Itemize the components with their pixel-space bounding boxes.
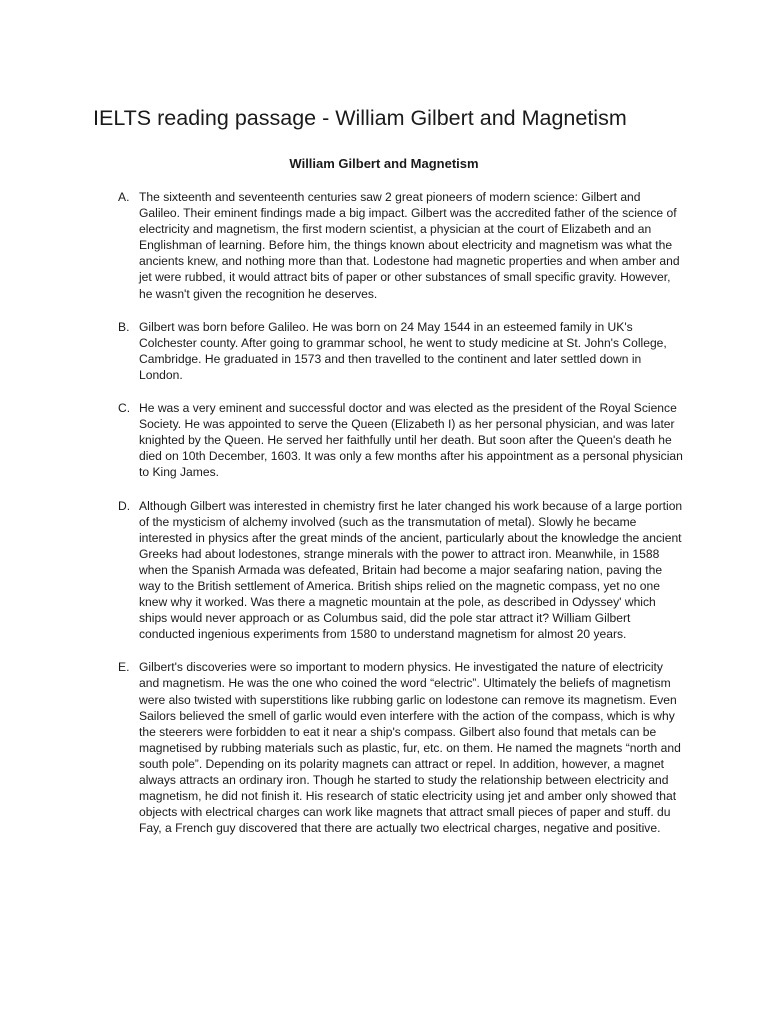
section-paragraph: He was a very eminent and successful doctor and was elected as the president of the Royal Science Society. He was appointed to serve the Queen (Elizabeth I) as her personal physician, and was later knighted by the Queen. He served her faithfully until her death. But soon after the Queen's death he died on 10th December, 1603. It was only a few months after his appointment as a personal physician to King James. xyxy=(139,401,683,480)
section-paragraph: Gilbert's discoveries were so important to modern physics. He investigated the nature of electricity and magnetism. He was the one who coined the word “electric”. Ultimately the beliefs of magnetism were also twisted with superstitions like rubbing garlic on lodestone can remove its magnetism. Even Sailors believed the smell of garlic would even interfere with the action of the compass, which is why the steerers were forbidden to eat it near a ship's compass. Gilbert also found that metals can be magnetised by rubbing materials such as plastic, fur, etc. on them. He named the magnets “north and south pole”. Depending on its polarity magnets can attract or repel. In addition, however, a magnet always attracts an ordinary iron. Though he started to study the relationship between electricity and magnetism, he did not finish it. His research of static electricity using jet and amber only showed that objects with electrical charges can work like magnets that attract small pieces of paper and stuff. du Fay, a French guy discovered that there are actually two electrical charges, negative and positive. xyxy=(139,660,681,836)
section-e xyxy=(118,659,683,836)
section-letter: E. xyxy=(118,660,130,675)
passage-heading: William Gilbert and Magnetism xyxy=(289,156,479,171)
section-paragraph: Although Gilbert was interested in chemistry first he later changed his work because of a large portion of the mysticism of alchemy involved (such as the transmutation of metal). Slowly he became interested in physics after the great minds of the ancient, particularly about the knowledge the ancient Greeks had about lodestones, strange minerals with the power to attract iron. Meanwhile, in 1588 when the Spanish Armada was defeated, Britain had become a major seafaring nation, paving the way to the British settlement of America. British ships relied on the magnetic compass, yet no one knew why it worked. Was there a magnetic mountain at the pole, as described in Odyssey' which ships would never approach or as Columbus said, did the pole star attract it? William Gilbert conducted ingenious experiments from 1580 to understand magnetism for almost 20 years. xyxy=(139,498,683,642)
section-paragraph: Gilbert was born before Galileo. He was born on 24 May 1544 in an esteemed family in UK's Colchester county. After going to grammar school, he went to study medicine at St. John's College, Cambridge. He graduated in 1573 and then travelled to the continent and later settled down in London. xyxy=(139,319,667,382)
passage-sections xyxy=(118,189,683,853)
section-letter: D. xyxy=(118,498,131,513)
document-title: IELTS reading passage - William Gilbert and Magnetism xyxy=(93,106,627,130)
section-b xyxy=(118,319,683,383)
section-c xyxy=(118,400,683,480)
section-letter: A. xyxy=(118,190,130,204)
section-d xyxy=(118,498,683,643)
section-paragraph: The sixteenth and seventeenth centuries saw 2 great pioneers of modern science: Gilbert and Galileo. Their eminent findings made a big impact. Gilbert was the accredited father of the science of electricity and magnetism, the first modern scientist, a physician at the court of Elizabeth and an Englishman of learning. Before him, the things known about electricity and magnetism was what the ancients knew, and nothing more than that. Lodestone had magnetic properties and when amber and jet were rubbed, it would attract bits of paper or other substances of small specific gravity. However, he wasn't given the recognition he deserves. xyxy=(139,190,680,301)
section-a xyxy=(118,189,683,302)
section-letter: B. xyxy=(118,319,130,334)
section-letter: C. xyxy=(118,401,131,416)
